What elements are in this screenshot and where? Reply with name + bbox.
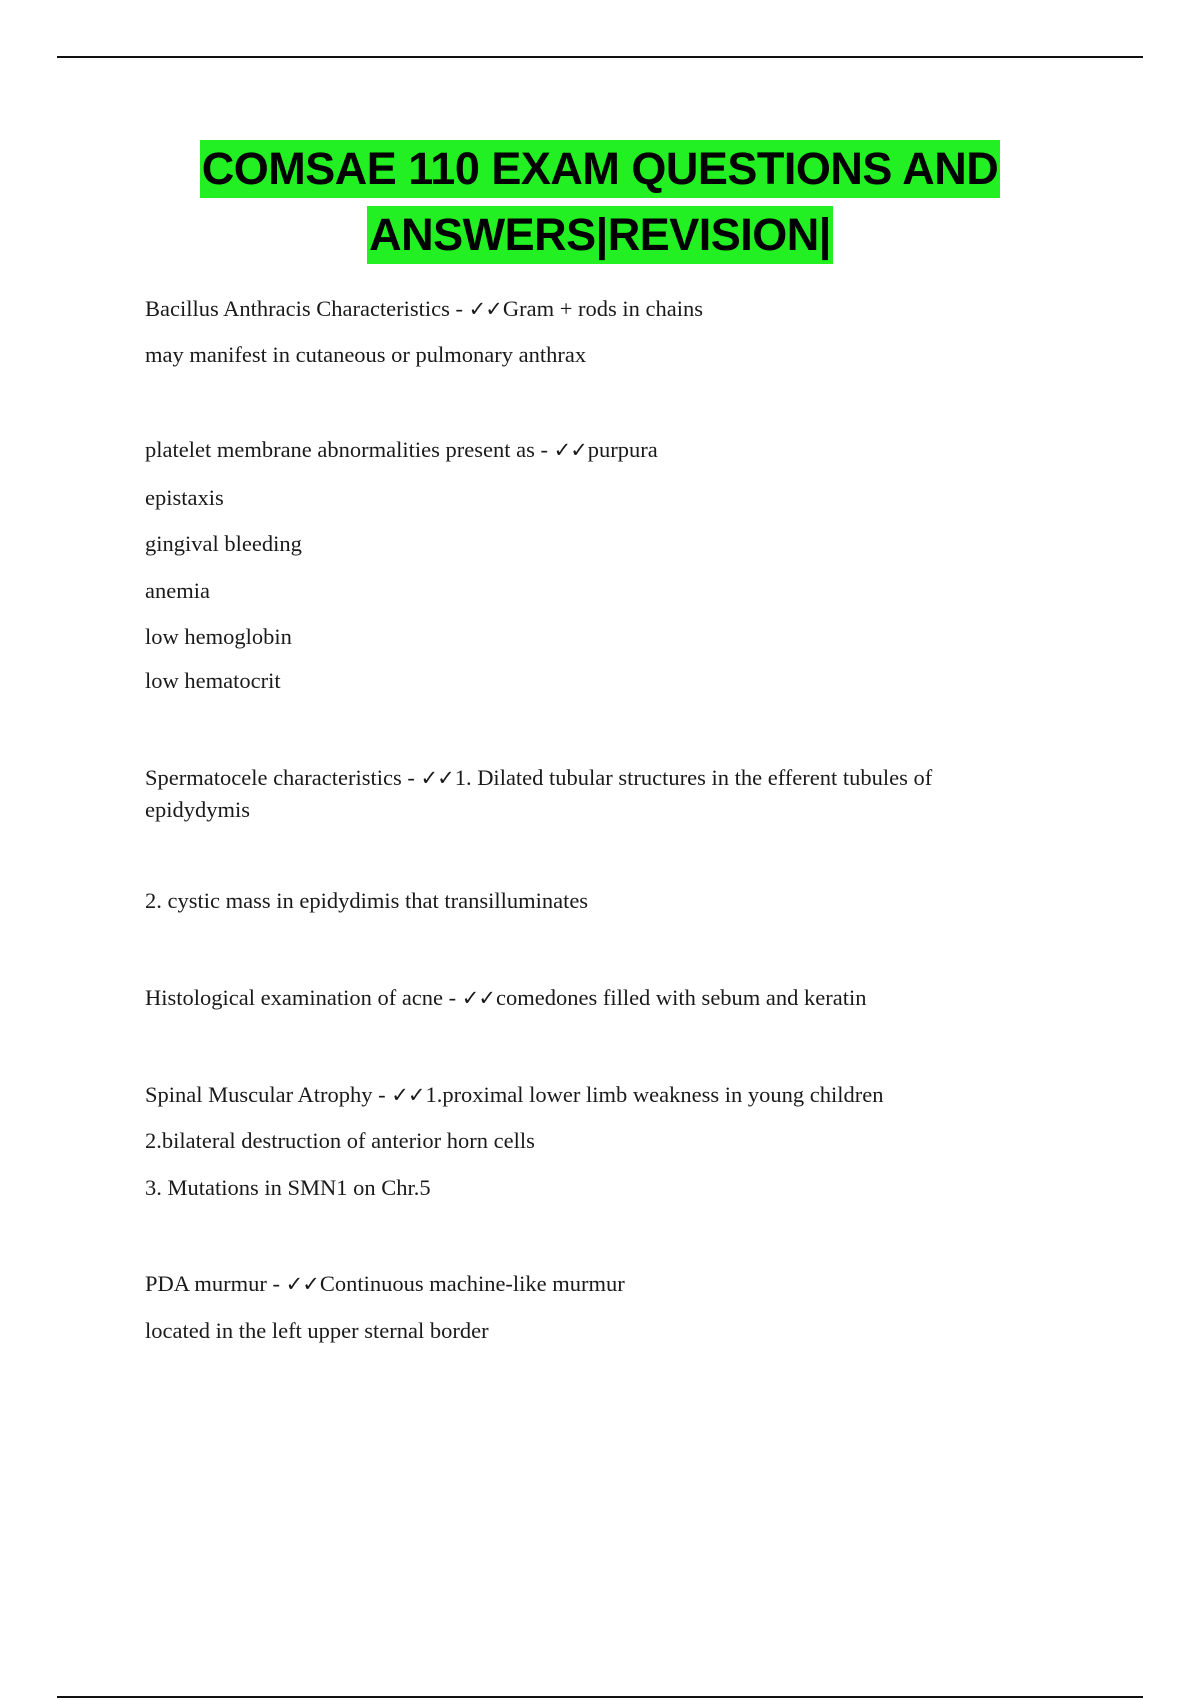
answer-text: 1.proximal lower limb weakness in young children	[425, 1082, 884, 1107]
answer-continuation: epistaxis	[145, 485, 224, 510]
question-text: Spermatocele characteristics -	[145, 765, 421, 790]
title-line-2: ANSWERS|REVISION|	[367, 206, 833, 264]
title-line-1: COMSAE 110 EXAM QUESTIONS AND	[200, 140, 1001, 198]
double-check-icon: ✓✓	[391, 1083, 425, 1107]
double-check-icon: ✓✓	[468, 297, 502, 321]
question-text: platelet membrane abnormalities present as -	[145, 437, 554, 462]
answer-continuation: 2. cystic mass in epidydimis that transilluminates	[145, 888, 589, 913]
answer-text: comedones filled with sebum and keratin	[495, 985, 867, 1010]
qa-item-pda	[145, 1268, 1025, 1300]
answer-continuation: low hematocrit	[145, 668, 281, 693]
top-rule	[57, 56, 1143, 58]
question-text: Spinal Muscular Atrophy -	[145, 1082, 392, 1107]
double-check-icon: ✓✓	[461, 986, 495, 1010]
double-check-icon: ✓✓	[285, 1272, 319, 1296]
answer-continuation: anemia	[145, 578, 210, 603]
question-text: Bacillus Anthracis Characteristics -	[145, 296, 469, 321]
question-text: Histological examination of acne -	[145, 985, 462, 1010]
answer-continuation: 2.bilateral destruction of anterior horn cells	[145, 1128, 535, 1153]
double-check-icon: ✓✓	[553, 438, 587, 462]
question-text: PDA murmur -	[145, 1271, 286, 1296]
answer-continuation: low hemoglobin	[145, 624, 292, 649]
answer-continuation: may manifest in cutaneous or pulmonary anthrax	[145, 342, 587, 367]
answer-text: purpura	[587, 437, 658, 462]
answer-continuation: gingival bleeding	[145, 531, 302, 556]
qa-item-anthracis	[145, 293, 1025, 325]
document-title	[0, 140, 1200, 264]
answer-text: Continuous machine-like murmur	[319, 1271, 625, 1296]
qa-item-acne	[145, 982, 1025, 1014]
bottom-rule	[57, 1696, 1143, 1698]
answer-text: 1. Dilated tubular structures in the efferent tubules of epidydymis	[145, 765, 933, 822]
qa-item-spermatocele	[145, 762, 1025, 825]
answer-text: Gram + rods in chains	[502, 296, 704, 321]
qa-item-platelet	[145, 434, 1025, 466]
answer-continuation: 3. Mutations in SMN1 on Chr.5	[145, 1175, 431, 1200]
qa-item-sma	[145, 1079, 1025, 1111]
double-check-icon: ✓✓	[420, 766, 454, 790]
answer-continuation: located in the left upper sternal border	[145, 1318, 489, 1343]
